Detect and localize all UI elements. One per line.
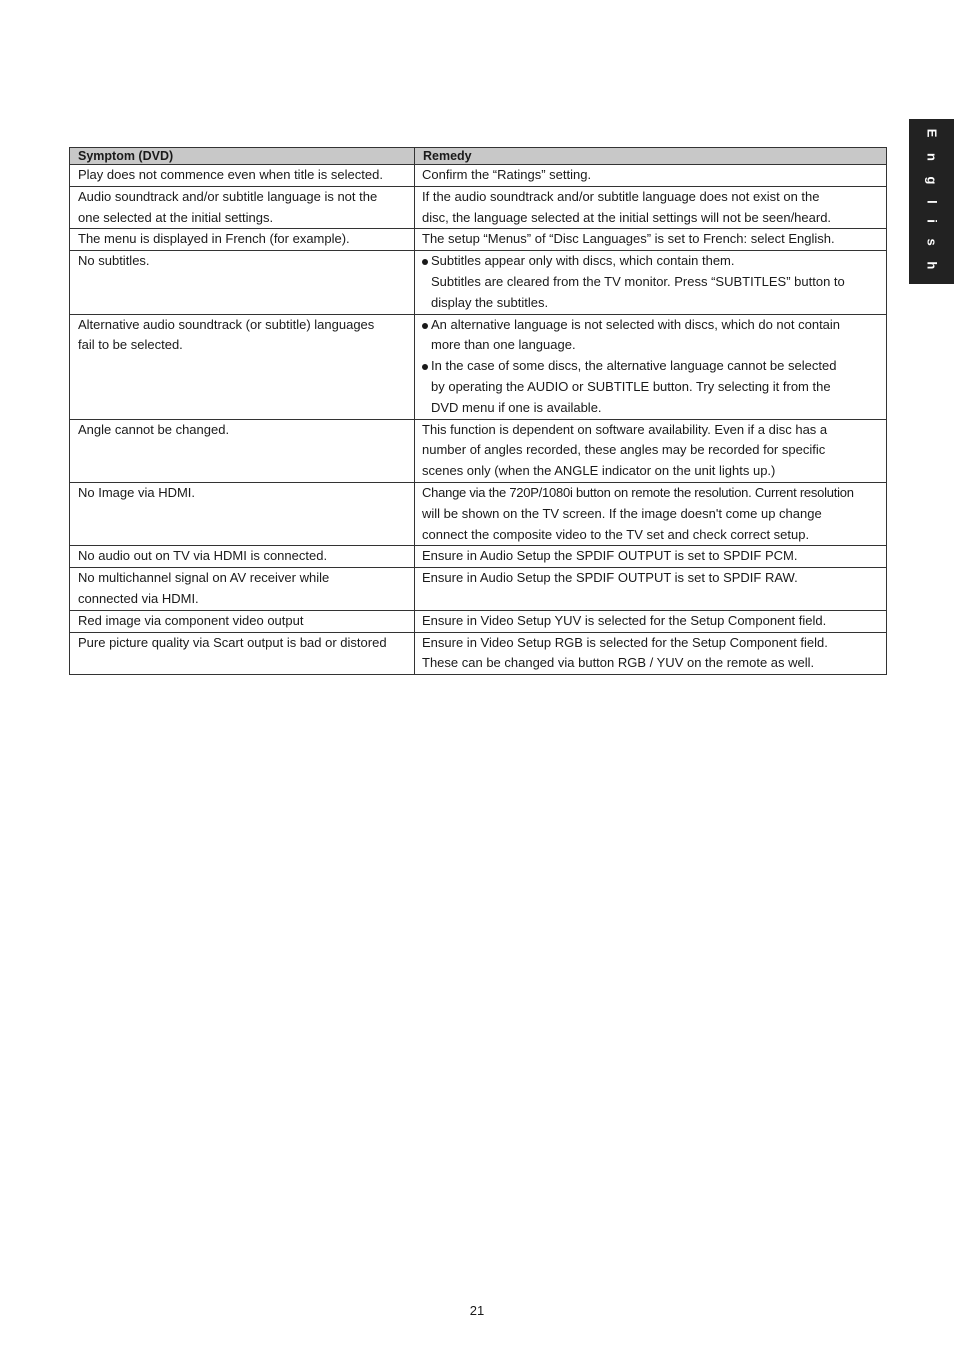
remedy-cell [415,632,887,675]
table-row [70,314,887,419]
remedy-column-header: Remedy [415,148,887,165]
symptom-text: connected via HDMI. [78,590,199,606]
remedy-bullet-item: Subtitles appear only with discs, which contain them. [422,251,883,272]
symptom-text: Pure picture quality via Scart output is bad or distored [78,634,387,650]
remedy-cell [415,186,887,229]
remedy-text: connect the composite video to the TV set and check correct setup. [422,526,810,542]
symptom-text: No Image via HDMI. [78,484,196,500]
symptom-column-header: Symptom (DVD) [70,148,415,165]
symptom-text: fail to be selected. [78,337,183,353]
remedy-text: disc, the language selected at the initial settings will not be seen/heard. [422,209,832,225]
remedy-text: Ensure in Audio Setup the SPDIF OUTPUT is set to SPDIF RAW. [422,570,798,586]
symptom-cell [70,610,415,632]
table-row [70,610,887,632]
symptom-text: Angle cannot be changed. [78,421,230,437]
symptom-cell [70,546,415,568]
remedy-text: more than one language. [431,337,576,353]
troubleshooting-table [69,147,887,675]
table-body [70,165,887,675]
symptom-text: No audio out on TV via HDMI is connected. [78,548,328,564]
table-row [70,165,887,187]
symptom-text: No multichannel signal on AV receiver while [78,570,330,586]
symptom-cell [70,186,415,229]
symptom-text: Red image via component video output [78,612,304,628]
remedy-cell [415,568,887,611]
remedy-cell [415,165,887,187]
symptom-text: Play does not commence even when title is selected. [78,167,383,182]
symptom-cell [70,314,415,419]
table-row [70,229,887,251]
remedy-cell [415,419,887,482]
table-row [70,419,887,482]
symptom-cell [70,229,415,251]
language-tab-label: E n g l i s h [924,128,939,275]
remedy-cell [415,251,887,314]
remedy-text: These can be changed via button RGB / YUV on the remote as well. [422,655,815,671]
symptom-cell [70,419,415,482]
symptom-text: No subtitles. [78,253,150,269]
table-row [70,251,887,314]
remedy-cell [415,482,887,545]
remedy-text: display the subtitles. [431,294,549,310]
symptom-text: one selected at the initial settings. [78,209,274,225]
table-row [70,568,887,611]
remedy-text: Confirm the “Ratings” setting. [422,167,592,182]
remedy-bullet-item: An alternative language is not selected with discs, which do not contain [422,315,883,336]
table-header-row [70,148,887,165]
remedy-text: Ensure in Video Setup YUV is selected for the Setup Component field. [422,612,827,628]
remedy-text: Ensure in Video Setup RGB is selected for the Setup Component field. [422,634,828,650]
remedy-text: DVD menu if one is available. [431,399,602,415]
table-row [70,482,887,545]
page-number: 21 [469,1303,485,1318]
symptom-cell [70,482,415,545]
remedy-cell [415,229,887,251]
remedy-text: If the audio soundtrack and/or subtitle language does not exist on the [422,188,820,204]
symptom-text: Alternative audio soundtrack (or subtitle) languages [78,316,375,332]
language-side-tab [909,119,954,284]
remedy-bullet-item: In the case of some discs, the alternative language cannot be selected [422,356,883,377]
remedy-text: scenes only (when the ANGLE indicator on the unit lights up.) [422,463,776,479]
remedy-text: by operating the AUDIO or SUBTITLE button. Try selecting it from the [431,378,831,394]
symptom-cell [70,251,415,314]
remedy-text: number of angles recorded, these angles may be recorded for specific [422,442,826,458]
remedy-text: Subtitles are cleared from the TV monitor. Press “SUBTITLES” button to [431,273,845,289]
symptom-text: The menu is displayed in French (for example). [78,231,350,247]
table-row [70,632,887,675]
table-row [70,186,887,229]
remedy-text: This function is dependent on software availability. Even if a disc has a [422,421,828,437]
table-row [70,546,887,568]
remedy-cell [415,314,887,419]
symptom-cell [70,568,415,611]
remedy-cell [415,610,887,632]
remedy-text: The setup “Menus” of “Disc Languages” is set to French: select English. [422,231,835,247]
symptom-text: Audio soundtrack and/or subtitle language is not the [78,188,378,204]
symptom-cell [70,632,415,675]
remedy-text: Ensure in Audio Setup the SPDIF OUTPUT is set to SPDIF PCM. [422,548,798,564]
symptom-cell [70,165,415,187]
remedy-text: will be shown on the TV screen. If the image doesn't come up change [422,505,822,521]
remedy-cell [415,546,887,568]
remedy-text: Change via the 720P/1080i button on remote the resolution. Current resolution [422,484,854,500]
